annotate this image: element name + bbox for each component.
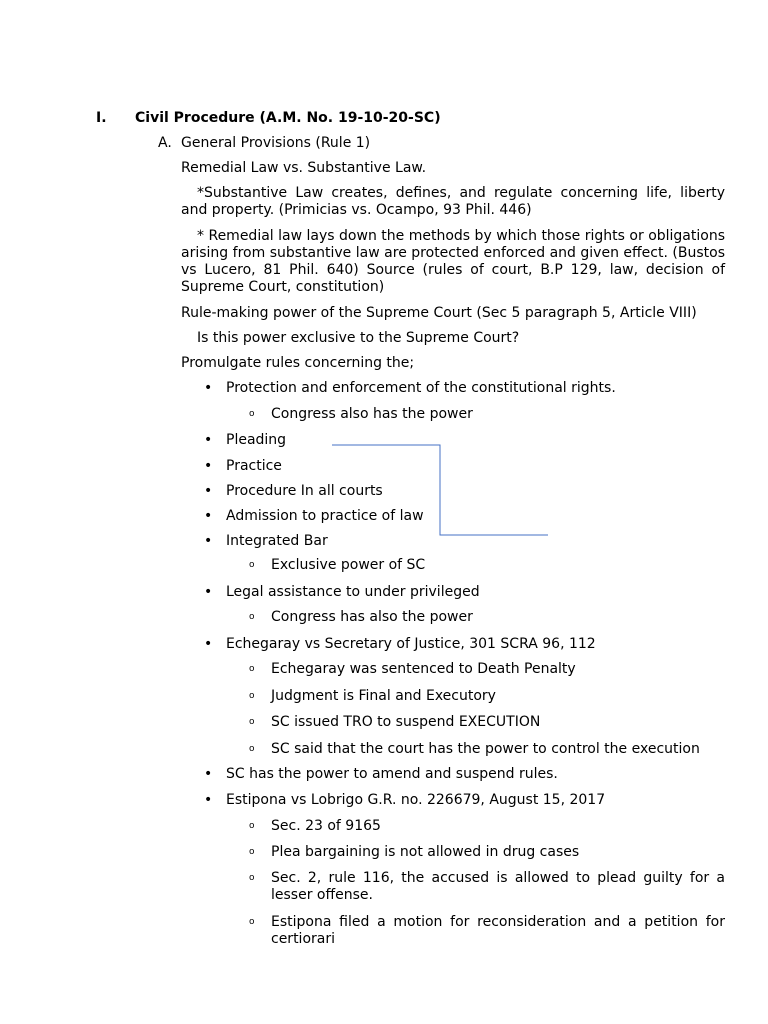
- bullet-marker: •: [204, 483, 213, 499]
- substantive-law-definition: *Substantive Law creates, defines, and regulate concerning life, liberty and property. (Primicias vs. Ocampo, 93 Phil. 446): [181, 185, 725, 218]
- sub-bullet-marker: o: [249, 744, 255, 754]
- sub-bullet-marker: o: [249, 664, 255, 674]
- sub-bullet-marker: o: [249, 847, 255, 857]
- sub-bullet-estipona-2: Plea bargaining is not allowed in drug cases: [271, 844, 580, 860]
- sub-bullet-marker: o: [249, 560, 255, 570]
- sub-bullet-marker: o: [249, 717, 255, 727]
- bullet-marker: •: [204, 380, 213, 396]
- heading-numeral: I.: [96, 110, 107, 126]
- sub-bullet-echegaray-4: SC said that the court has the power to control the execution: [271, 741, 700, 757]
- sub-bullet-marker: o: [249, 612, 255, 622]
- remedial-law-definition: * Remedial law lays down the methods by which those rights or obligations arising from substantive law are protected enforced and given effect. (Bustos vs Lucero, 81 Phil. 640) Source (rules of court, B.P 129, law, decision of Supreme Court, constitution): [181, 228, 725, 295]
- bullet-echegaray: Echegaray vs Secretary of Justice, 301 SCRA 96, 112: [226, 636, 596, 652]
- sub-bullet-exclusive-sc: Exclusive power of SC: [271, 557, 426, 573]
- bullet-marker: •: [204, 636, 213, 652]
- rule-making-power: Rule-making power of the Supreme Court (Sec 5 paragraph 5, Article VIII): [181, 305, 697, 321]
- sub-bullet-echegaray-3: SC issued TRO to suspend EXECUTION: [271, 714, 541, 730]
- sub-bullet-estipona-4: Estipona filed a motion for reconsideration and a petition for certiorari: [271, 914, 725, 947]
- bullet-marker: •: [204, 584, 213, 600]
- bullet-marker: •: [204, 766, 213, 782]
- bullet-practice: Practice: [226, 458, 282, 474]
- sub-bullet-echegaray-2: Judgment is Final and Executory: [271, 688, 496, 704]
- bullet-admission: Admission to practice of law: [226, 508, 424, 524]
- section-letter: A.: [158, 135, 172, 151]
- bullet-marker: •: [204, 458, 213, 474]
- bullet-estipona: Estipona vs Lobrigo G.R. no. 226679, August 15, 2017: [226, 792, 606, 808]
- bullet-marker: •: [204, 792, 213, 808]
- promulgate-rules: Promulgate rules concerning the;: [181, 355, 415, 371]
- bullet-protection: Protection and enforcement of the constitutional rights.: [226, 380, 616, 396]
- sub-bullet-marker: o: [249, 821, 255, 831]
- sub-bullet-estipona-3: Sec. 2, rule 116, the accused is allowed to plead guilty for a lesser offense.: [271, 870, 725, 903]
- sub-bullet-marker: o: [249, 691, 255, 701]
- bullet-procedure: Procedure In all courts: [226, 483, 383, 499]
- sub-bullet-congress-also: Congress has also the power: [271, 609, 473, 625]
- bullet-marker: •: [204, 432, 213, 448]
- heading-title: Civil Procedure (A.M. No. 19-10-20-SC): [135, 110, 441, 126]
- bullet-pleading: Pleading: [226, 432, 287, 448]
- bullet-amend-suspend: SC has the power to amend and suspend rules.: [226, 766, 558, 782]
- bullet-marker: •: [204, 508, 213, 524]
- sub-bullet-estipona-1: Sec. 23 of 9165: [271, 818, 381, 834]
- section-title: General Provisions (Rule 1): [181, 135, 371, 151]
- sub-bullet-congress-power: Congress also has the power: [271, 406, 473, 422]
- remedial-vs-substantive: Remedial Law vs. Substantive Law.: [181, 160, 427, 176]
- exclusive-question: Is this power exclusive to the Supreme Court?: [197, 330, 520, 346]
- sub-bullet-marker: o: [249, 873, 255, 883]
- sub-bullet-marker: o: [249, 409, 255, 419]
- bullet-marker: •: [204, 533, 213, 549]
- sub-bullet-echegaray-1: Echegaray was sentenced to Death Penalty: [271, 661, 576, 677]
- bullet-integrated-bar: Integrated Bar: [226, 533, 328, 549]
- bullet-legal-assistance: Legal assistance to under privileged: [226, 584, 480, 600]
- bracket-line: [332, 445, 548, 535]
- sub-bullet-marker: o: [249, 917, 255, 927]
